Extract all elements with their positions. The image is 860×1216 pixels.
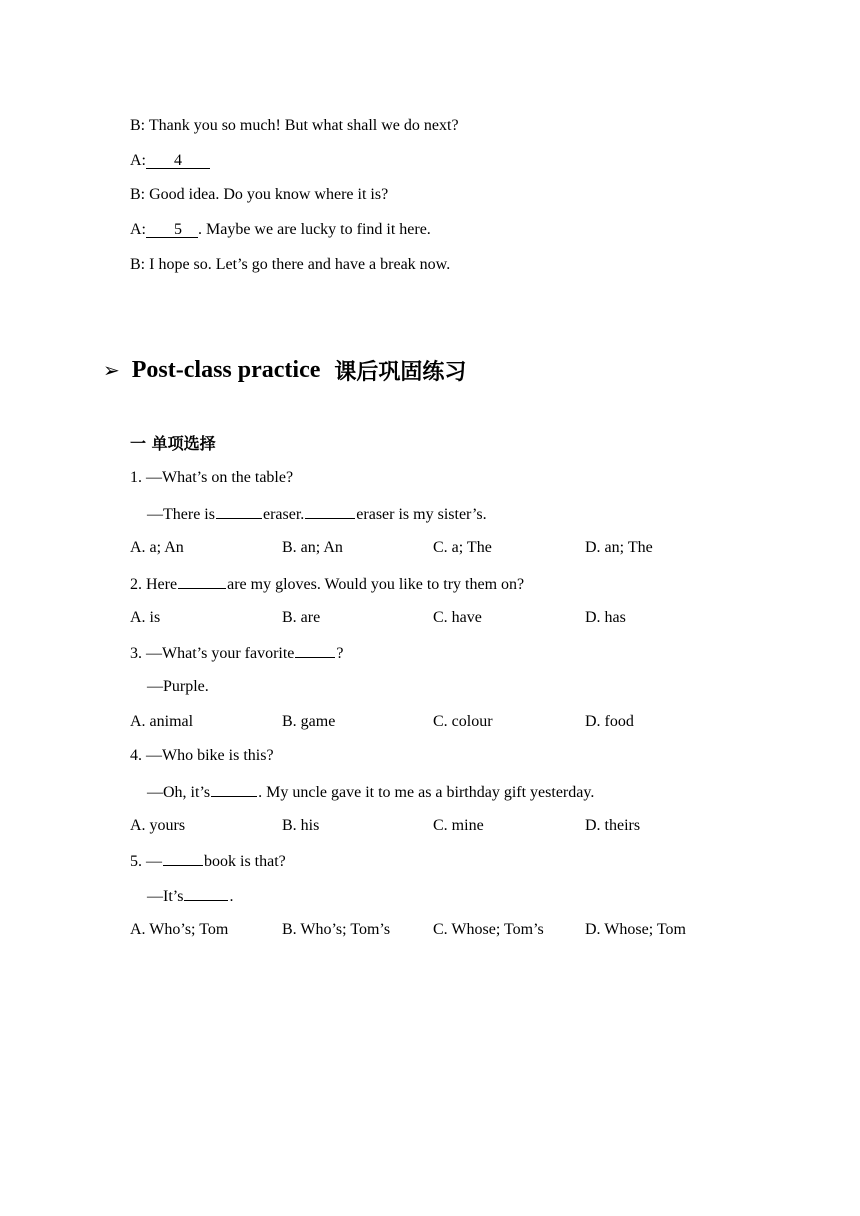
question-5-part: 5. — bbox=[130, 853, 162, 870]
question-5-options bbox=[130, 920, 770, 940]
option-a: A. a; An bbox=[130, 539, 184, 556]
option-b: B. are bbox=[282, 609, 321, 626]
question-5-part: —It’s bbox=[147, 888, 184, 905]
dialogue-line-b-good-idea: B: Good idea. Do you know where it is? bbox=[130, 186, 389, 203]
option-a: A. Who’s; Tom bbox=[130, 921, 229, 938]
answer-blank bbox=[178, 573, 226, 589]
question-4-part: —Oh, it’s bbox=[147, 784, 211, 801]
section-heading bbox=[103, 354, 466, 386]
speaker-a-label: A: bbox=[130, 152, 146, 169]
question-1-stem: 1. —What’s on the table? bbox=[130, 469, 294, 486]
option-b: B. game bbox=[282, 713, 336, 730]
blank-number-4: 4 bbox=[174, 152, 182, 169]
question-4-part: . My uncle gave it to me as a birthday gift yesterday. bbox=[258, 784, 595, 801]
option-b: B. Who’s; Tom’s bbox=[282, 921, 391, 938]
blank-4 bbox=[146, 152, 210, 169]
option-d: D. has bbox=[585, 609, 626, 626]
answer-blank bbox=[216, 503, 262, 519]
question-5-response bbox=[147, 885, 233, 907]
subheading-multiple-choice: 一 单项选择 bbox=[130, 434, 216, 453]
option-a: A. is bbox=[130, 609, 161, 626]
dialogue-line-b-hope: B: I hope so. Let’s go there and have a break now. bbox=[130, 256, 451, 273]
option-d: D. Whose; Tom bbox=[585, 921, 686, 938]
section-title-cn: 课后巩固练习 bbox=[334, 359, 467, 385]
question-1-part: —There is bbox=[147, 506, 215, 523]
option-d: D. an; The bbox=[585, 539, 653, 556]
option-a: A. animal bbox=[130, 713, 194, 730]
question-3-stem bbox=[130, 642, 344, 664]
answer-blank bbox=[163, 850, 203, 866]
answer-blank bbox=[295, 642, 335, 658]
question-5-stem bbox=[130, 850, 286, 872]
question-2-options bbox=[130, 608, 770, 628]
question-3-options bbox=[130, 712, 770, 732]
blank-number-5: 5 bbox=[174, 221, 182, 238]
option-c: C. Whose; Tom’s bbox=[433, 921, 544, 938]
option-c: C. colour bbox=[433, 713, 493, 730]
question-5-part: . bbox=[229, 888, 234, 905]
option-c: C. a; The bbox=[433, 539, 492, 556]
option-b: B. his bbox=[282, 817, 320, 834]
arrow-bullet-icon: ➢ bbox=[103, 358, 120, 382]
option-c: C. have bbox=[433, 609, 482, 626]
option-b: B. an; An bbox=[282, 539, 343, 556]
option-c: C. mine bbox=[433, 817, 484, 834]
question-1-response bbox=[147, 503, 487, 525]
question-3-part: 3. —What’s your favorite bbox=[130, 645, 295, 662]
blank-5 bbox=[146, 221, 198, 238]
question-5-part: book is that? bbox=[204, 853, 286, 870]
answer-blank bbox=[211, 781, 257, 797]
question-4-response bbox=[147, 781, 594, 803]
question-4-options bbox=[130, 816, 770, 836]
question-1-options bbox=[130, 538, 770, 558]
answer-blank bbox=[305, 503, 355, 519]
option-d: D. food bbox=[585, 713, 634, 730]
option-a: A. yours bbox=[130, 817, 186, 834]
dialogue-line-a-5-rest: . Maybe we are lucky to find it here. bbox=[198, 221, 431, 238]
question-1-part: eraser is my sister’s. bbox=[356, 506, 487, 523]
question-3-part: ? bbox=[336, 645, 344, 662]
dialogue-line-b-thanks: B: Thank you so much! But what shall we do next? bbox=[130, 117, 459, 134]
section-title: Post-class practice bbox=[131, 356, 321, 383]
question-2-stem bbox=[130, 573, 524, 595]
answer-blank bbox=[184, 885, 228, 901]
question-2-part: are my gloves. Would you like to try them on? bbox=[227, 576, 525, 593]
dialogue-line-a-5 bbox=[130, 220, 431, 240]
question-1-part: eraser. bbox=[262, 506, 305, 523]
question-2-part: 2. Here bbox=[130, 576, 178, 593]
option-d: D. theirs bbox=[585, 817, 641, 834]
question-4-stem: 4. —Who bike is this? bbox=[130, 747, 274, 764]
question-3-response: —Purple. bbox=[147, 678, 209, 695]
speaker-a-label: A: bbox=[130, 221, 146, 238]
dialogue-line-a-4 bbox=[130, 151, 210, 171]
